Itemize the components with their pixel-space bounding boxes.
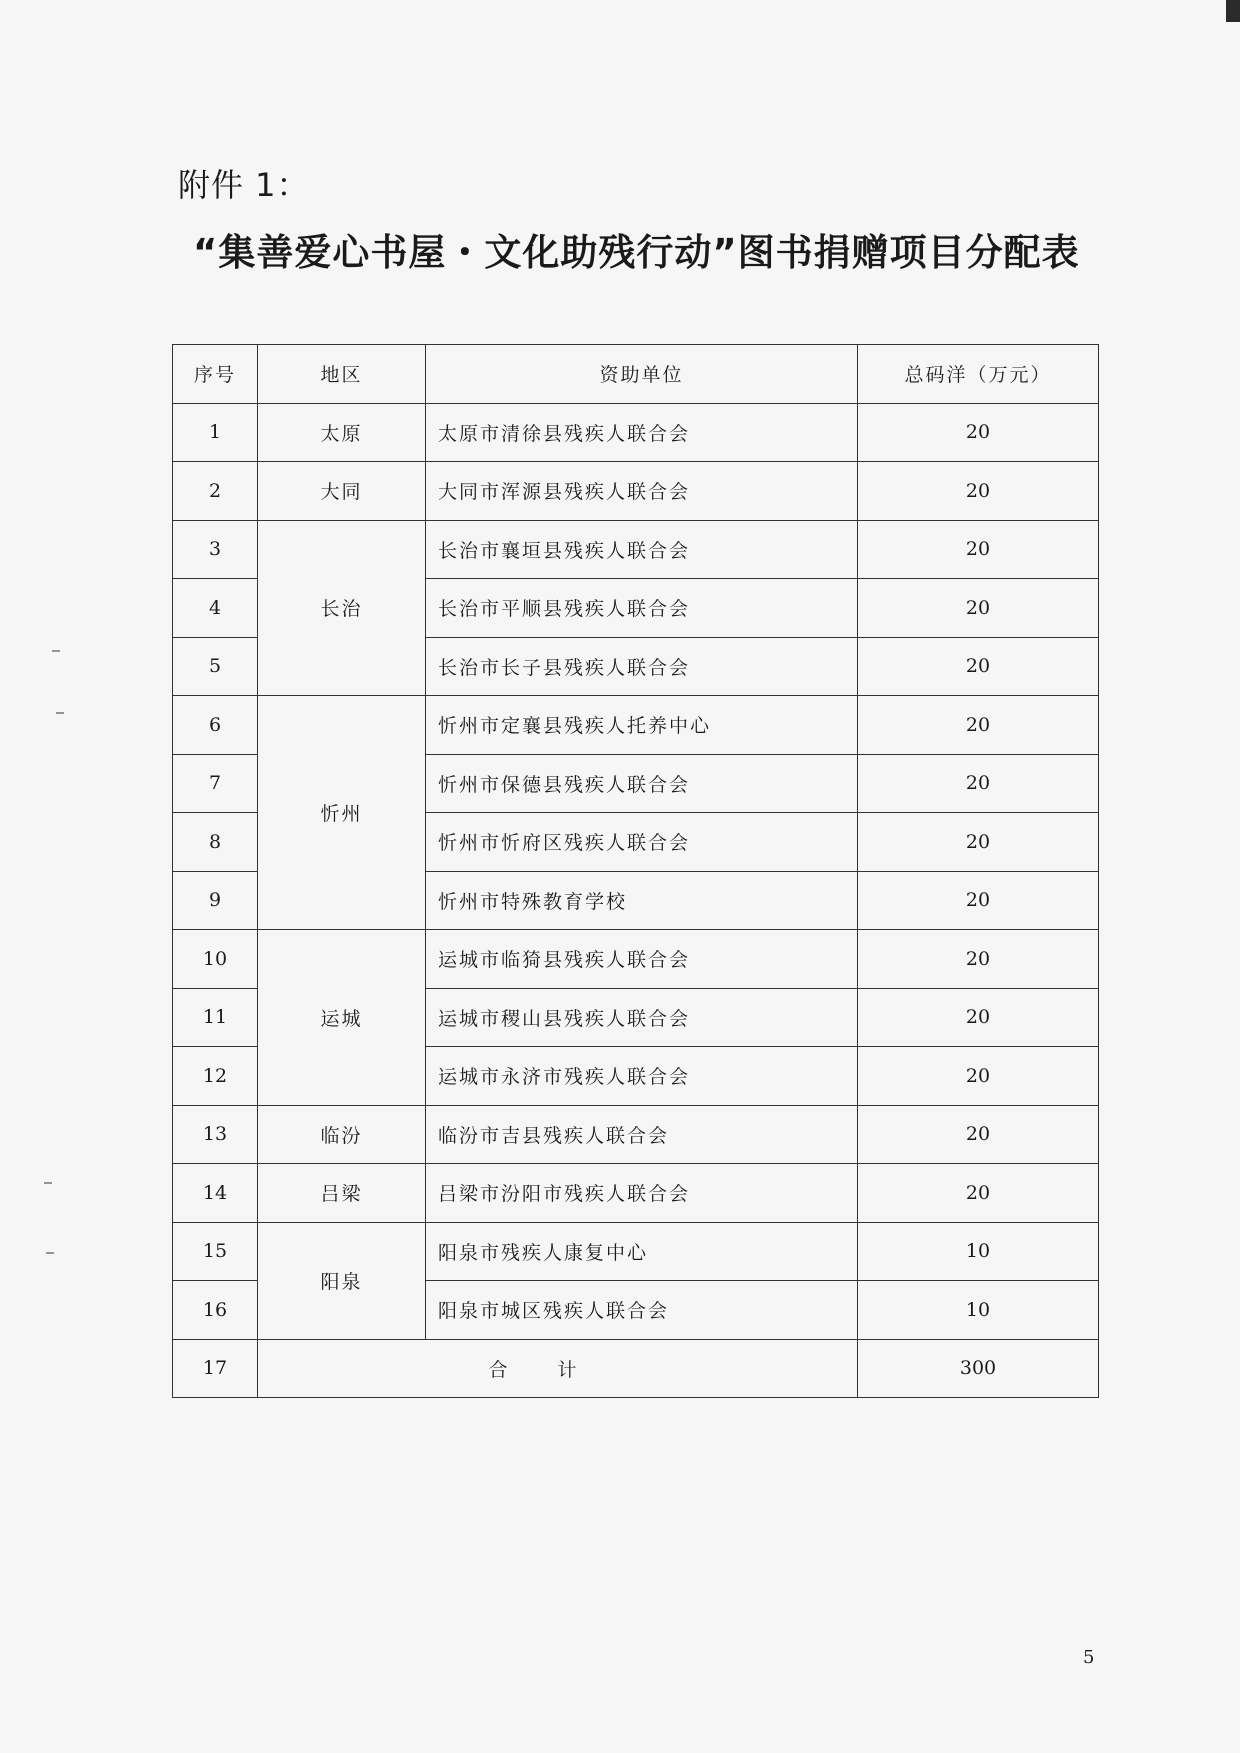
seq-cell: 12	[173, 1047, 258, 1106]
seq-cell: 10	[173, 930, 258, 989]
unit-cell: 吕梁市汾阳市残疾人联合会	[426, 1164, 858, 1223]
amount-cell: 20	[858, 1164, 1099, 1223]
scan-speck	[52, 650, 60, 652]
amount-cell: 10	[858, 1281, 1099, 1340]
header-region: 地区	[258, 345, 426, 404]
amount-cell: 20	[858, 520, 1099, 579]
header-amount: 总码洋（万元）	[858, 345, 1099, 404]
seq-cell: 15	[173, 1222, 258, 1281]
seq-cell: 14	[173, 1164, 258, 1223]
amount-cell: 20	[858, 930, 1099, 989]
seq-cell: 11	[173, 988, 258, 1047]
unit-cell: 长治市平顺县残疾人联合会	[426, 579, 858, 638]
unit-cell: 忻州市忻府区残疾人联合会	[426, 813, 858, 872]
unit-cell: 太原市清徐县残疾人联合会	[426, 403, 858, 462]
attachment-label: 附件 1：	[178, 166, 310, 204]
page-number: 5	[1083, 1647, 1095, 1668]
scan-edge	[1226, 0, 1240, 22]
table-row	[173, 1105, 1099, 1164]
unit-cell: 临汾市吉县残疾人联合会	[426, 1105, 858, 1164]
table-row	[173, 1164, 1099, 1223]
scan-speck	[44, 1182, 52, 1184]
amount-cell: 20	[858, 754, 1099, 813]
seq-cell: 16	[173, 1281, 258, 1340]
amount-cell: 20	[858, 637, 1099, 696]
region-cell: 太原	[258, 403, 426, 462]
region-cell: 忻州	[258, 696, 426, 930]
unit-cell: 阳泉市残疾人康复中心	[426, 1222, 858, 1281]
scan-speck	[56, 712, 64, 714]
scan-speck	[46, 1252, 54, 1254]
seq-cell: 3	[173, 520, 258, 579]
seq-cell: 13	[173, 1105, 258, 1164]
unit-cell: 忻州市特殊教育学校	[426, 871, 858, 930]
amount-cell: 20	[858, 1047, 1099, 1106]
amount-cell: 20	[858, 871, 1099, 930]
seq-cell: 17	[173, 1339, 258, 1398]
seq-cell: 7	[173, 754, 258, 813]
unit-cell: 运城市临猗县残疾人联合会	[426, 930, 858, 989]
total-amount: 300	[858, 1339, 1099, 1398]
amount-cell: 20	[858, 462, 1099, 521]
seq-cell: 9	[173, 871, 258, 930]
table-row	[173, 403, 1099, 462]
amount-cell: 20	[858, 988, 1099, 1047]
unit-cell: 运城市稷山县残疾人联合会	[426, 988, 858, 1047]
table-header-row	[173, 345, 1099, 404]
amount-cell: 20	[858, 579, 1099, 638]
seq-cell: 2	[173, 462, 258, 521]
header-unit: 资助单位	[426, 345, 858, 404]
unit-cell: 运城市永济市残疾人联合会	[426, 1047, 858, 1106]
seq-cell: 1	[173, 403, 258, 462]
table-row	[173, 462, 1099, 521]
region-cell: 吕梁	[258, 1164, 426, 1223]
unit-cell: 长治市长子县残疾人联合会	[426, 637, 858, 696]
seq-cell: 5	[173, 637, 258, 696]
region-cell: 长治	[258, 520, 426, 696]
region-cell: 运城	[258, 930, 426, 1106]
seq-cell: 8	[173, 813, 258, 872]
table-row	[173, 930, 1099, 989]
header-seq: 序号	[173, 345, 258, 404]
region-cell: 临汾	[258, 1105, 426, 1164]
total-row	[173, 1339, 1099, 1398]
unit-cell: 大同市浑源县残疾人联合会	[426, 462, 858, 521]
seq-cell: 6	[173, 696, 258, 755]
region-cell: 大同	[258, 462, 426, 521]
table-row	[173, 696, 1099, 755]
amount-cell: 10	[858, 1222, 1099, 1281]
amount-cell: 20	[858, 403, 1099, 462]
amount-cell: 20	[858, 1105, 1099, 1164]
unit-cell: 忻州市定襄县残疾人托养中心	[426, 696, 858, 755]
document-title: “集善爱心书屋・文化助残行动”图书捐赠项目分配表	[193, 231, 1080, 274]
allocation-table	[172, 344, 1099, 1398]
unit-cell: 忻州市保德县残疾人联合会	[426, 754, 858, 813]
region-cell: 阳泉	[258, 1222, 426, 1339]
table-row	[173, 520, 1099, 579]
seq-cell: 4	[173, 579, 258, 638]
total-label: 合计	[258, 1339, 858, 1398]
unit-cell: 阳泉市城区残疾人联合会	[426, 1281, 858, 1340]
unit-cell: 长治市襄垣县残疾人联合会	[426, 520, 858, 579]
amount-cell: 20	[858, 813, 1099, 872]
amount-cell: 20	[858, 696, 1099, 755]
table-row	[173, 1222, 1099, 1281]
